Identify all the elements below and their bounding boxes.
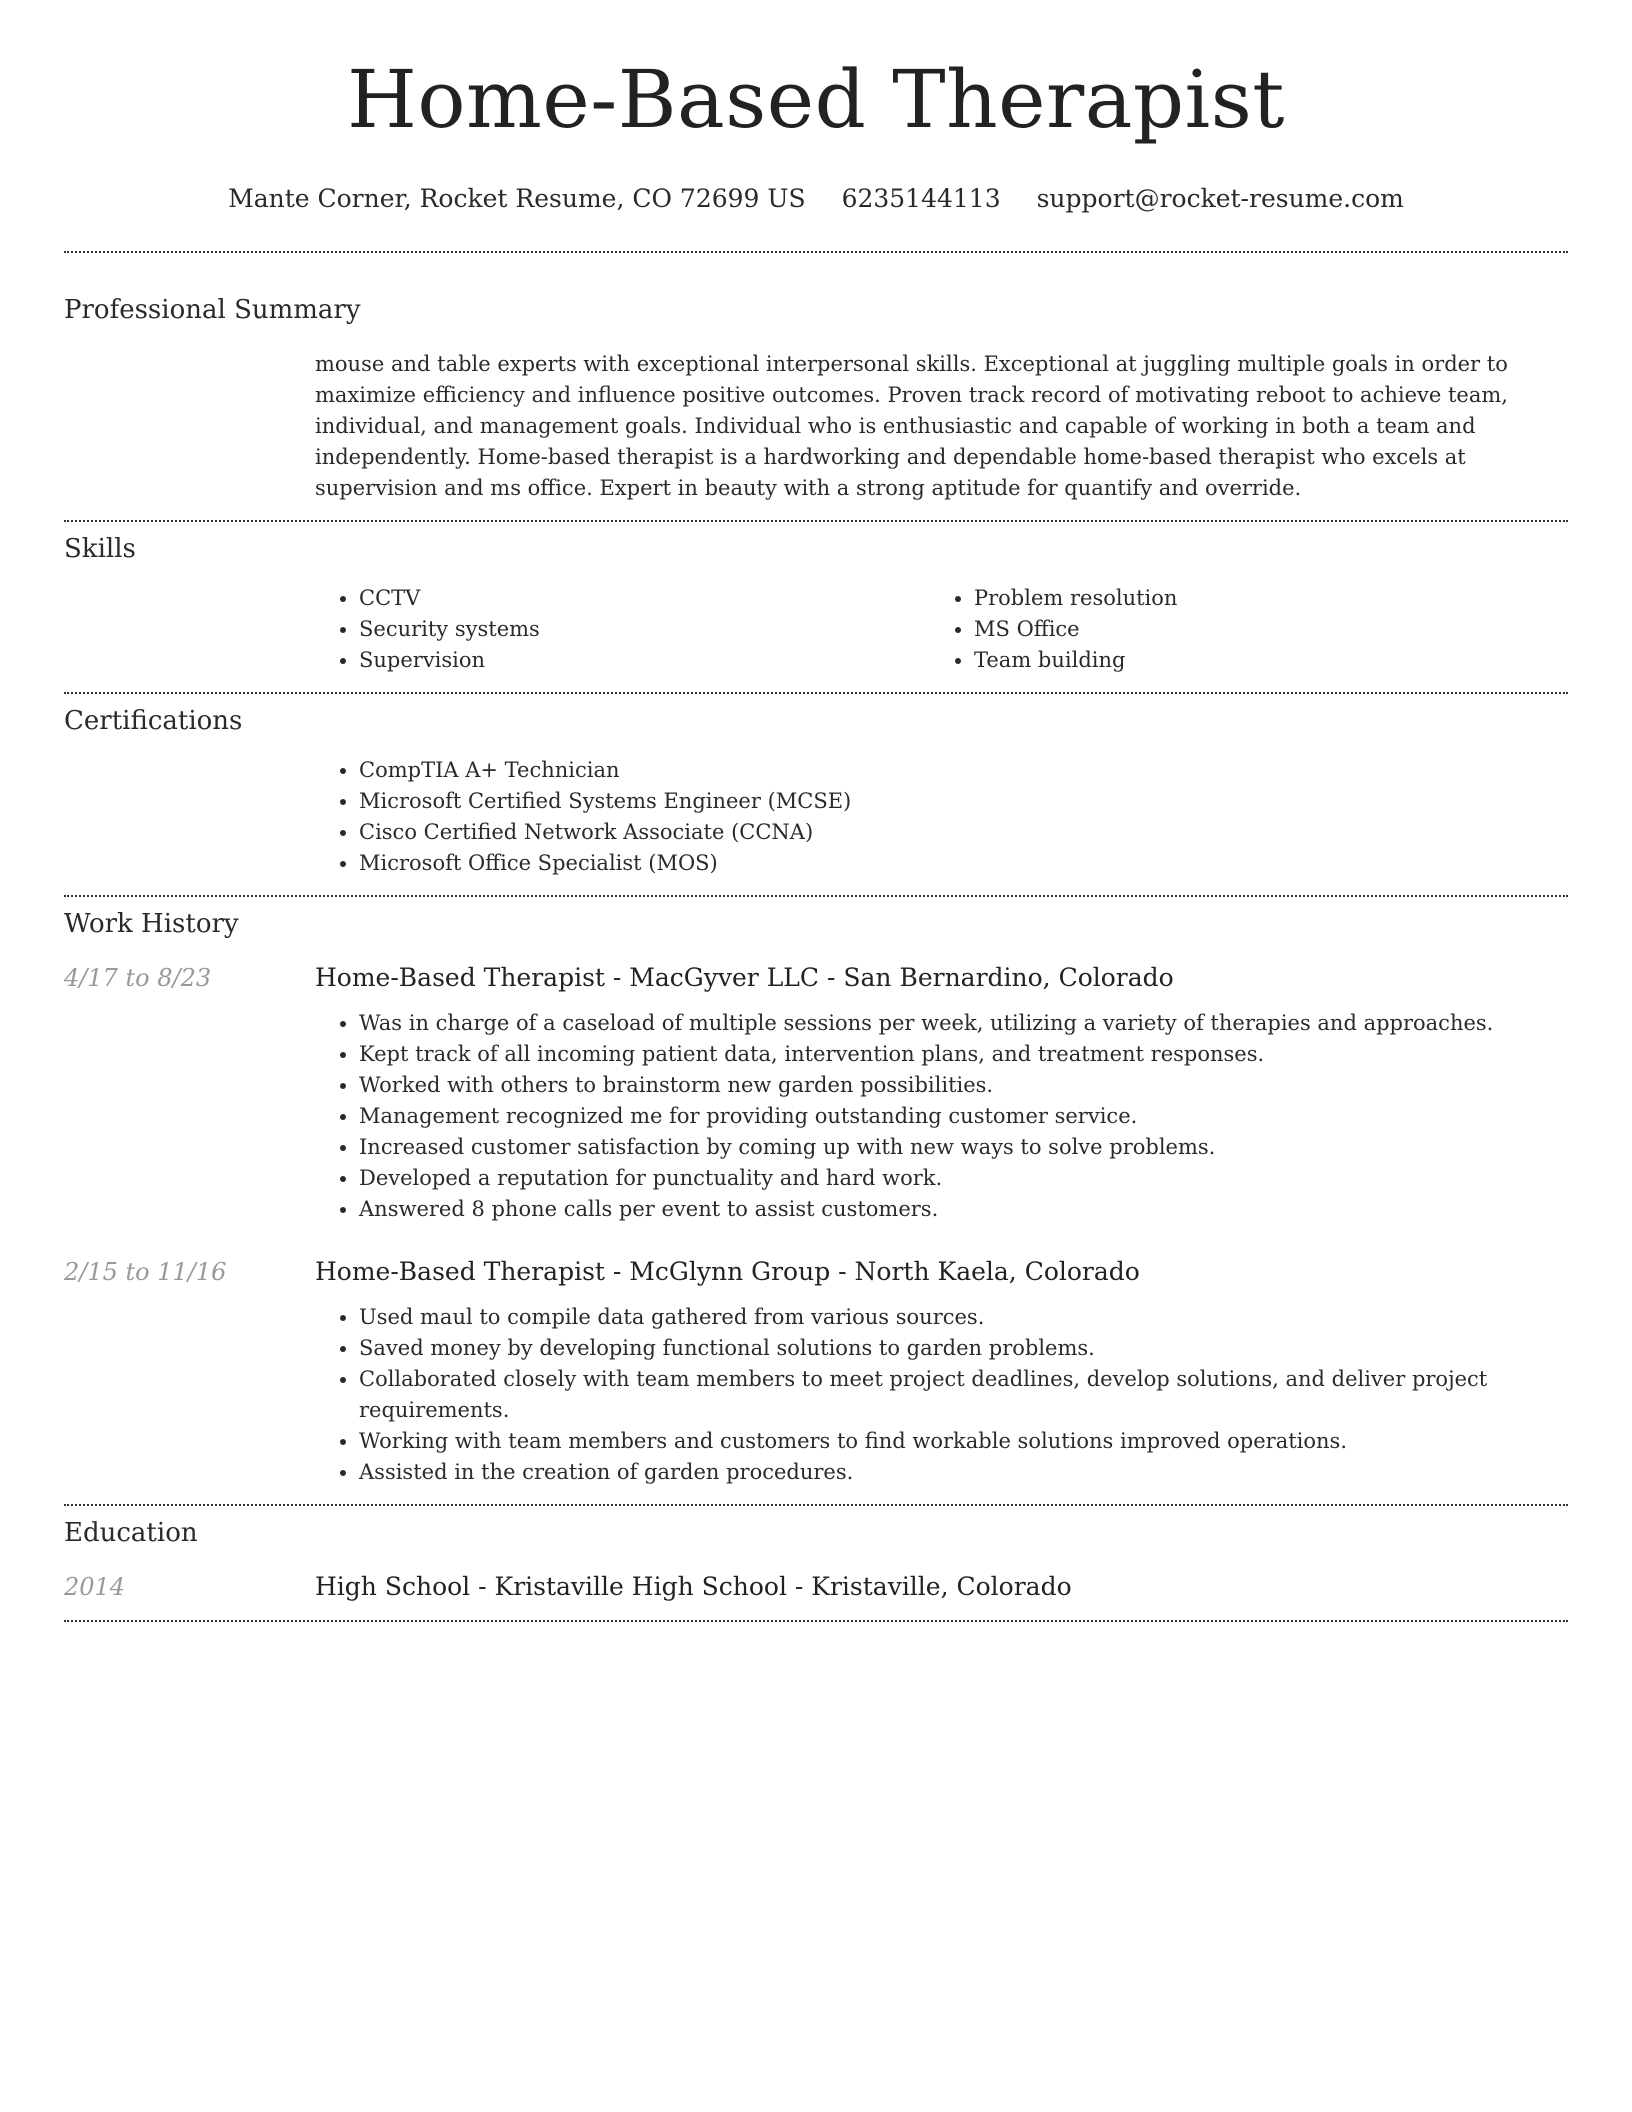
divider	[64, 520, 1568, 522]
resume-header	[0, 0, 1632, 216]
skill-item: • CCTV	[359, 583, 930, 614]
skills-section	[64, 532, 1568, 676]
contact-email: support@rocket-resume.com	[1036, 184, 1404, 213]
certifications-list-wrap	[315, 755, 1568, 879]
job-bullets-wrap	[315, 1008, 1568, 1225]
skill-item: • Supervision	[359, 645, 930, 676]
certifications-list	[315, 755, 1568, 879]
contact-address: Mante Corner, Rocket Resume, CO 72699 US	[228, 184, 806, 213]
certifications-heading: Certifications	[64, 706, 243, 736]
job-dates: 2/15 to 11/16	[64, 1258, 227, 1286]
certification-item: • Cisco Certified Network Associate (CCNA)	[359, 817, 1568, 848]
job-bullet: • Increased customer satisfaction by coming up with new ways to solve problems.	[359, 1132, 1568, 1163]
job-header	[64, 1255, 1568, 1289]
certifications-section	[64, 704, 1568, 879]
job-bullet: • Management recognized me for providing outstanding customer service.	[359, 1101, 1568, 1132]
job-bullets	[315, 1008, 1568, 1225]
certification-item: • Microsoft Office Specialist (MOS)	[359, 848, 1568, 879]
skills-grid	[315, 583, 1568, 676]
skill-item: • Team building	[974, 645, 1545, 676]
summary-text: mouse and table experts with exceptional interpersonal skills. Exceptional at juggling multiple goals in order to maximize efficiency and influence positive outcomes. Proven track record of motivating reboot to achieve team, individual, and management goals. Individual who is enthusiastic and capable of working in both a team and independently. Home-based therapist is a hardworking and dependable home-based therapist who excels at supervision and ms office. Expert in beauty with a strong aptitude for quantify and override.	[315, 352, 1508, 500]
skill-item: • Problem resolution	[974, 583, 1545, 614]
job-bullets-wrap	[315, 1302, 1568, 1488]
education-dates: 2014	[64, 1573, 126, 1601]
contact-phone: 6235144113	[841, 184, 1001, 213]
summary-section	[64, 293, 1568, 504]
education-title: High School - Kristaville High School - Kristaville, Colorado	[315, 1572, 1072, 1601]
certification-item: • CompTIA A+ Technician	[359, 755, 1568, 786]
job-title: Home-Based Therapist - MacGyver LLC - San Bernardino, Colorado	[315, 963, 1174, 992]
work-section	[64, 907, 1568, 1488]
education-entry	[64, 1570, 1568, 1604]
job-bullet: • Answered 8 phone calls per event to assist customers.	[359, 1194, 1568, 1225]
job-bullet: • Was in charge of a caseload of multiple sessions per week, utilizing a variety of therapies and approaches.	[359, 1008, 1568, 1039]
skills-column-right	[930, 583, 1545, 676]
resume-title: Home-Based Therapist	[347, 53, 1285, 146]
job-bullet: • Collaborated closely with team members to meet project deadlines, develop solutions, and deliver project requirements.	[359, 1364, 1568, 1426]
job-header	[64, 961, 1568, 995]
work-heading: Work History	[64, 909, 239, 939]
skill-item: • Security systems	[359, 614, 930, 645]
divider	[64, 1620, 1568, 1622]
divider	[64, 895, 1568, 897]
divider	[64, 1504, 1568, 1506]
divider	[64, 692, 1568, 694]
job-bullet: • Kept track of all incoming patient data, intervention plans, and treatment responses.	[359, 1039, 1568, 1070]
job-dates: 4/17 to 8/23	[64, 964, 212, 992]
job-bullet: • Assisted in the creation of garden procedures.	[359, 1457, 1568, 1488]
job-entry	[64, 961, 1568, 1225]
education-section	[64, 1516, 1568, 1604]
skills-heading: Skills	[64, 534, 136, 564]
job-bullets	[315, 1302, 1568, 1488]
education-heading: Education	[64, 1518, 198, 1548]
job-bullet: • Used maul to compile data gathered from various sources.	[359, 1302, 1568, 1333]
job-bullet: • Worked with others to brainstorm new garden possibilities.	[359, 1070, 1568, 1101]
skills-column-left	[315, 583, 930, 676]
job-bullet: • Developed a reputation for punctuality and hard work.	[359, 1163, 1568, 1194]
divider	[64, 251, 1568, 253]
job-title: Home-Based Therapist - McGlynn Group - North Kaela, Colorado	[315, 1257, 1140, 1286]
summary-heading: Professional Summary	[64, 295, 361, 325]
job-bullet: • Working with team members and customers to find workable solutions improved operations.	[359, 1426, 1568, 1457]
certification-item: • Microsoft Certified Systems Engineer (MCSE)	[359, 786, 1568, 817]
contact-line	[0, 182, 1632, 216]
job-entry	[64, 1255, 1568, 1488]
skill-item: • MS Office	[974, 614, 1545, 645]
job-bullet: • Saved money by developing functional solutions to garden problems.	[359, 1333, 1568, 1364]
